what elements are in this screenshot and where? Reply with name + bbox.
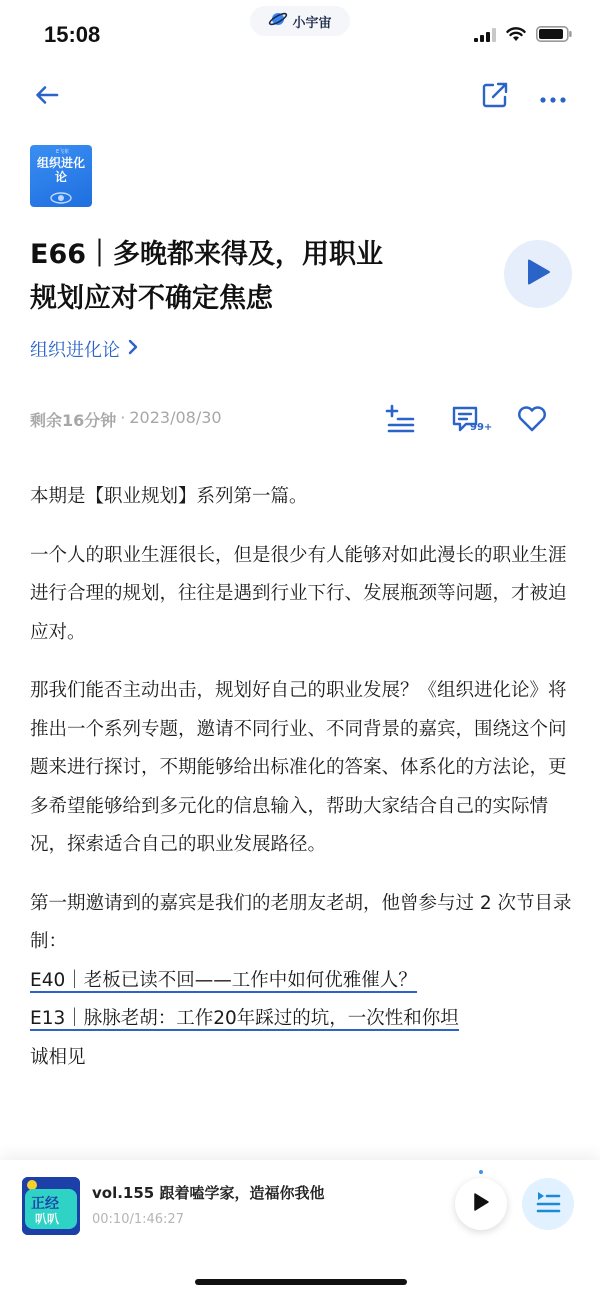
remaining-time: 剩余16分钟 <box>30 411 117 430</box>
back-button[interactable] <box>30 80 64 114</box>
mini-player-play-button[interactable] <box>455 1178 507 1230</box>
more-icon <box>540 88 566 107</box>
progress-dot <box>479 1170 483 1174</box>
cover-brand-text: E飞象 <box>56 149 70 155</box>
episode-description <box>30 478 575 1077</box>
play-episode-button[interactable] <box>504 240 572 308</box>
status-bar <box>0 0 600 70</box>
episode-title-line2: 规划应对不确定焦虑 <box>30 283 273 314</box>
comment-count-badge: 99+ <box>470 422 493 433</box>
publish-date: 2023/08/30 <box>129 408 222 427</box>
guest-intro: 第一期邀请到的嘉宾是我们的老朋友老胡，他曾参与过 2 次节目录制： <box>30 892 572 952</box>
playlist-icon <box>535 1190 561 1218</box>
now-playing-cover[interactable] <box>22 1177 80 1235</box>
episode-link-e40[interactable]: E40｜老板已读不回——工作中如何优雅催人？ <box>30 969 417 991</box>
cover-title: 组织进化论 <box>36 156 85 184</box>
play-icon <box>525 258 551 290</box>
like-button[interactable] <box>512 404 552 438</box>
cover-emblem-icon <box>50 189 72 207</box>
planet-icon <box>268 9 288 33</box>
add-to-playlist-button[interactable] <box>380 404 420 438</box>
app-name: 小宇宙 <box>292 15 332 31</box>
share-button[interactable] <box>478 80 512 114</box>
add-to-playlist-icon <box>384 404 416 438</box>
battery-icon <box>536 26 572 46</box>
home-indicator[interactable] <box>195 1279 407 1285</box>
status-icons <box>474 26 572 46</box>
playlist-queue-button[interactable] <box>522 1178 574 1230</box>
signal-icon <box>474 27 496 46</box>
now-playing-title: vol.155 跟着嗑学家，造福你我他 <box>92 1184 325 1202</box>
podcast-name-link[interactable] <box>30 336 138 362</box>
description-paragraph-4 <box>30 885 575 1078</box>
wifi-icon <box>506 27 526 46</box>
now-playing-cover-text-2: 叭叭 <box>35 1212 60 1226</box>
episode-meta <box>30 408 222 431</box>
mini-player[interactable] <box>0 1160 600 1298</box>
status-time: 15:08 <box>44 22 101 47</box>
chevron-right-icon <box>128 339 138 360</box>
description-paragraph-1: 本期是【职业规划】系列第一篇。 <box>30 486 308 507</box>
play-icon <box>472 1192 490 1216</box>
podcast-name: 组织进化论 <box>30 340 120 361</box>
more-button[interactable] <box>536 80 570 114</box>
episode-title-line1: E66｜多晚都来得及，用职业 <box>30 239 384 270</box>
description-paragraph-2: 一个人的职业生涯很长，但是很少有人能够对如此漫长的职业生涯进行合理的规划，往往是遇到行业下行、发展瓶颈等问题，才被迫应对。 <box>30 544 567 643</box>
episode-link-e13-continued[interactable]: 诚相见 <box>30 1046 86 1068</box>
heart-icon <box>516 405 548 437</box>
description-paragraph-3: 那我们能否主动出击，规划好自己的职业发展？《组织进化论》将推出一个系列专题，邀请不同行业、不同背景的嘉宾，围绕这个问题来进行探讨，不期能够给出标准化的答案、体系化的方法论，更多希望能够给到多元化的信息输入，帮助大家结合自己的实际情况，探索适合自己的职业发展路径。 <box>30 680 567 855</box>
podcast-cover[interactable] <box>30 145 92 207</box>
episode-link-e13[interactable]: E13｜脉脉老胡：工作20年踩过的坑，一次性和你坦 <box>30 1008 459 1029</box>
comments-button[interactable] <box>446 404 493 438</box>
now-playing-time: 00:10/1:46:27 <box>92 1212 184 1227</box>
episode-title <box>30 233 470 321</box>
share-icon <box>481 81 509 113</box>
back-arrow-icon <box>35 85 59 109</box>
meta-separator: · <box>120 408 126 427</box>
now-playing-cover-text-1: 正经 <box>31 1196 59 1212</box>
app-indicator-pill <box>250 6 350 36</box>
